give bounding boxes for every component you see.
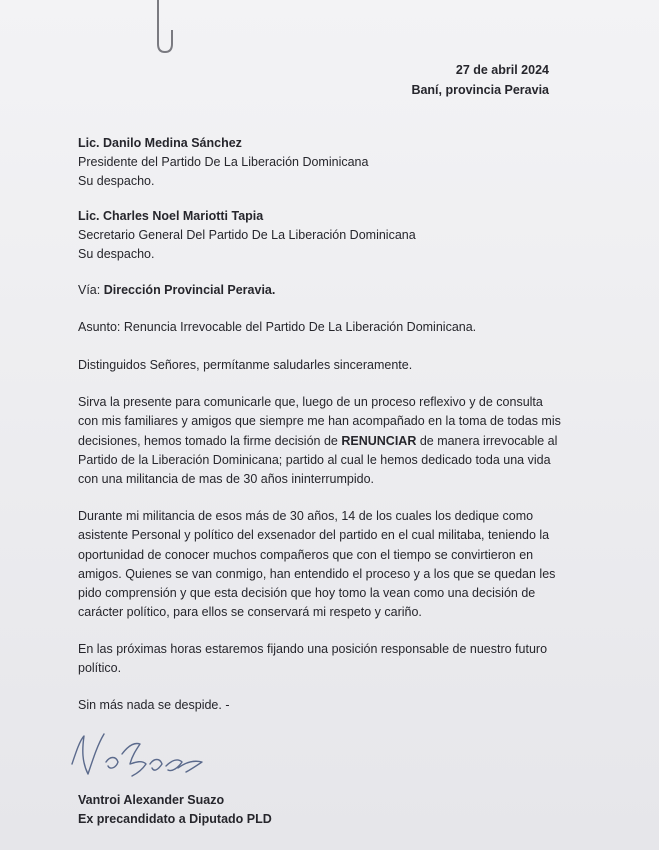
body-paragraph-3: En las próximas horas estaremos fijando una posición responsable de nuestro futuro político. [78, 642, 548, 676]
recipient-title: Presidente del Partido De La Liberación Dominicana [78, 155, 369, 169]
body-paragraph-2: Durante mi militancia de esos más de 30 años, 14 de los cuales los dedique como asistente Personal y político del exsenador del partido en el cual militaba, teniendo la oportunidad de conocer muchos compañeros que con el tiempo se convirtieron en amigos. Quienes se van conmigo, han entendido el proceso y a los que se quedan les pido comprensión y que esta decisión que hoy tomo la vean como una decisión de carácter político, para ellos se conservará mi respeto y cariño. [78, 509, 556, 620]
closing-line: Sin más nada se despide. - [78, 698, 230, 712]
letter-date: 27 de abril 2024 [455, 63, 549, 77]
recipient-closing: Su despacho. [78, 247, 155, 261]
signer-block [78, 791, 272, 829]
letter-location: Baní, provincia Peravia [411, 83, 549, 97]
recipient-closing: Su despacho. [78, 174, 155, 188]
greeting: Distinguidos Señores, permítanme saludarles sinceramente. [78, 358, 413, 372]
paperclip [148, 0, 184, 56]
via-line [78, 281, 275, 300]
paragraph-1-text-start: Sirva la presente para comunicarle que, luego de un proceso reflexivo y de consulta con mis familiares y amigos que siempre me han acompañado en la toma de todas mis decisiones, hemos tomado la firme decisión de [78, 395, 561, 448]
signer-name: Vantroi Alexander Suazo [78, 793, 225, 807]
body-paragraph-1 [78, 393, 566, 489]
recipient-name: Lic. Danilo Medina Sánchez [78, 136, 242, 150]
recipient-1 [78, 134, 368, 191]
paragraph-1-emphasis: RENUNCIAR [341, 433, 417, 448]
signature [66, 726, 216, 788]
via-label: Vía: [78, 283, 101, 297]
via-value: Dirección Provincial Peravia. [103, 283, 276, 297]
date-location-block [411, 60, 549, 100]
signer-title: Ex precandidato a Diputado PLD [78, 812, 272, 826]
recipient-title: Secretario General Del Partido De La Liberación Dominicana [78, 228, 416, 242]
recipient-name: Lic. Charles Noel Mariotti Tapia [78, 209, 264, 223]
recipient-2 [78, 207, 416, 264]
paragraph-1-text-end: de manera irrevocable al Partido de la Liberación Dominicana; partido al cual le hemos dedicado toda una vida con una militancia de mas de 30 años ininterrumpido. [78, 433, 558, 487]
subject-line: Asunto: Renuncia Irrevocable del Partido De La Liberación Dominicana. [78, 320, 477, 334]
